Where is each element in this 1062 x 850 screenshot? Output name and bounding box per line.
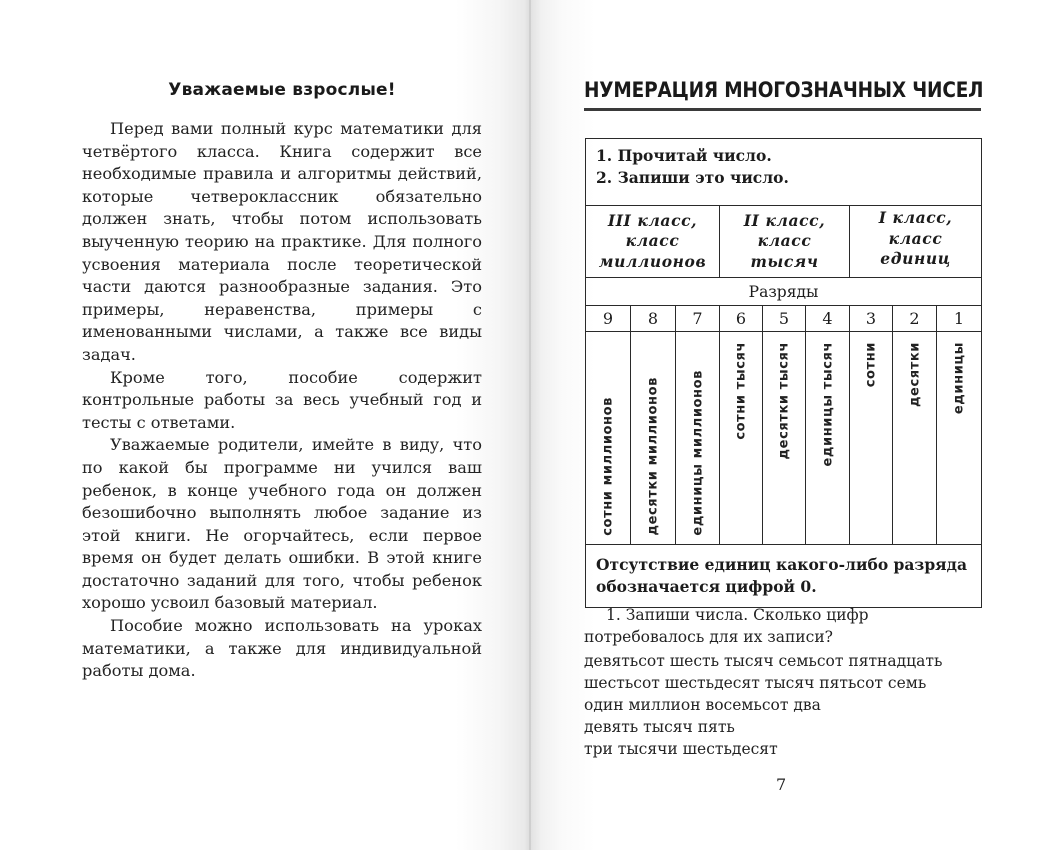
title-underline <box>584 108 981 111</box>
place-name-cell <box>631 332 676 545</box>
instruction-item: 2. Запиши это число. <box>596 168 789 187</box>
place-name-cell <box>720 332 763 545</box>
place-name: десятки тысяч <box>776 342 792 460</box>
paragraph: Уважаемые родители, имейте в виду, что по какой бы программе ни учился ваш ребенок, в конце учебного года он должен безошибочно выполнять любое задание из этой книги. Не огорчайтесь, если первое время он будет делать ошибки. В этой книге достаточно заданий для того, чтобы ребенок хорошо усвоил базовый материал. <box>82 435 482 613</box>
exercise-question <box>584 604 980 648</box>
place-name: десятки <box>907 342 922 408</box>
exercise-item: девятьсот шесть тысяч семьсот пятнадцать <box>584 652 943 670</box>
exercise-items <box>584 650 984 760</box>
digit-cell: 2 <box>893 306 937 332</box>
digits-header: Разряды <box>586 278 982 306</box>
class-header-units <box>850 206 982 278</box>
digit-cell: 7 <box>676 306 720 332</box>
exercise-question-text: 1. Запиши числа. Сколько цифр потребовалось для их записи? <box>584 606 869 646</box>
place-name: единицы <box>951 342 967 415</box>
digit-cell: 5 <box>763 306 806 332</box>
place-name: единицы тысяч <box>820 342 835 467</box>
instructions-cell <box>586 139 982 206</box>
place-name-cell <box>893 332 937 545</box>
class-label: тысяч <box>750 251 819 271</box>
digit-cell: 1 <box>937 306 982 332</box>
place-value-table <box>585 138 982 608</box>
place-name: десятки миллионов <box>645 377 661 536</box>
paragraph: Кроме того, пособие содержит контрольные работы за весь учебный год и тесты с ответами. <box>82 367 482 432</box>
place-name-cell <box>586 332 631 545</box>
right-page-title: НУМЕРАЦИЯ МНОГОЗНАЧНЫХ ЧИСЕЛ <box>584 78 984 103</box>
left-page <box>0 0 530 850</box>
left-page-title: Уважаемые взрослые! <box>168 80 396 100</box>
zero-rule-note: Отсутствие единиц какого-либо разряда обозначается цифрой 0. <box>586 545 982 608</box>
page-number: 7 <box>776 775 787 794</box>
instruction-item: 1. Прочитай число. <box>596 146 772 165</box>
digit-cell: 3 <box>850 306 893 332</box>
class-label: класс <box>625 231 680 251</box>
class-label: класс <box>888 228 943 248</box>
place-name: единицы миллионов <box>690 370 705 536</box>
paragraph: Перед вами полный курс математики для четвёртого класса. Книга содержит все необходимые правила и алгоритмы действий, которые четвероклассник обязательно должен знать, чтобы потом использовать выученную теорию на практике. Для полного усвоения материала после теоретической части даются разнообразные задания. Это примеры, неравенства, примеры с именованными числами, а также все виды задач. <box>82 119 482 364</box>
place-name-cell <box>763 332 806 545</box>
digit-cell: 6 <box>720 306 763 332</box>
place-name: сотни миллионов <box>600 397 616 536</box>
exercise-item: один миллион восемьсот два <box>584 696 821 714</box>
class-header-millions <box>586 206 720 278</box>
class-label: миллионов <box>598 251 707 271</box>
class-header-thousands <box>720 206 850 278</box>
left-page-body <box>82 118 482 683</box>
digit-cell: 8 <box>631 306 676 332</box>
exercise-item: шестьсот шестьдесят тысяч пятьсот семь <box>584 674 927 692</box>
place-name: сотни <box>863 342 879 388</box>
paragraph: Пособие можно использовать на уроках математики, а также для индивидуальной работы дома. <box>82 616 482 681</box>
place-name-cell <box>850 332 893 545</box>
class-label: единиц <box>880 249 951 268</box>
digit-row <box>586 306 982 332</box>
place-name-cell <box>937 332 982 545</box>
place-name-cell <box>676 332 720 545</box>
place-name-cell <box>806 332 850 545</box>
class-label: I класс, <box>878 208 953 227</box>
exercise-item: три тысячи шестьдесят <box>584 740 778 758</box>
digit-cell: 9 <box>586 306 631 332</box>
class-label: класс <box>757 231 812 251</box>
exercise-item: девять тысяч пять <box>584 718 735 736</box>
place-name-row <box>586 332 982 545</box>
place-name: сотни тысяч <box>733 342 749 440</box>
digit-cell: 4 <box>806 306 850 332</box>
class-label: III класс, <box>607 210 698 230</box>
class-label: II класс, <box>743 210 826 230</box>
